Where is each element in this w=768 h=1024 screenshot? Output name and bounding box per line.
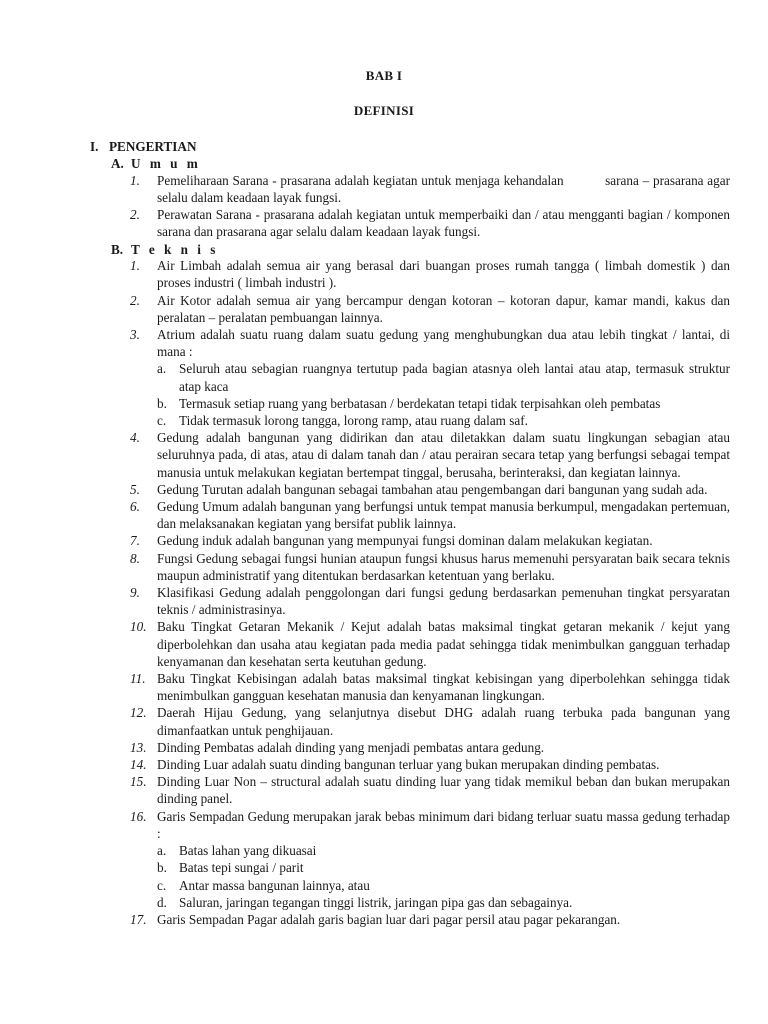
sub-list-text: Batas lahan yang dikuasai bbox=[179, 843, 317, 859]
sub-list-item bbox=[90, 859, 730, 876]
section-title: PENGERTIAN bbox=[109, 139, 197, 154]
list-item bbox=[90, 739, 730, 756]
sub-list-letter: c. bbox=[157, 413, 167, 429]
list-item bbox=[90, 481, 730, 498]
sub-list-letter: a. bbox=[157, 361, 167, 377]
subsection-title: U m u m bbox=[131, 156, 201, 172]
list-item bbox=[90, 206, 730, 240]
section-heading bbox=[90, 138, 730, 155]
sub-list-item bbox=[90, 395, 730, 412]
list-item-text: Klasifikasi Gedung adalah penggolongan dari fungsi gedung berdasarkan pemenuhan tingkat persyaratan teknis / administrasinya. bbox=[157, 585, 730, 618]
list-item-number: 4. bbox=[130, 430, 140, 446]
sub-list-item bbox=[90, 842, 730, 859]
list-item-number: 6. bbox=[130, 499, 140, 515]
list-item bbox=[90, 532, 730, 549]
list-item-text: Garis Sempadan Gedung merupakan jarak bebas minimum dari bidang terluar suatu massa gedung terhadap : bbox=[157, 808, 730, 841]
list-item-text: Garis Sempadan Pagar adalah garis bagian luar dari pagar persil atau pagar pekarangan. bbox=[157, 911, 621, 927]
sub-list-text: Seluruh atau sebagian ruangnya tertutup pada bagian atasnya oleh lantai atau atap, termasuk struktur atap kaca bbox=[179, 361, 730, 394]
list-item-text: Baku Tingkat Kebisingan adalah batas maksimal tingkat kebisingan yang diperbolehkan sehingga tidak menimbulkan gangguan kesehatan manusia dan kenyamanan lingkungan. bbox=[157, 671, 730, 704]
list-item-text: Pemeliharaan Sarana - prasarana adalah kegiatan untuk menjaga kehandalan sarana – prasarana agar selalu dalam keadaan layak fungsi. bbox=[157, 172, 730, 205]
list-item-text: Atrium adalah suatu ruang dalam suatu gedung yang menghubungkan dua atau lebih tingkat / lantai, di mana : bbox=[157, 327, 730, 360]
list-item-number: 16. bbox=[130, 808, 147, 824]
subsection-heading bbox=[90, 155, 730, 172]
list-item-number: 8. bbox=[130, 550, 140, 566]
list-item-number: 1. bbox=[130, 172, 140, 188]
list-item-text: Daerah Hijau Gedung, yang selanjutnya disebut DHG adalah ruang terbuka pada bangunan yang dimanfaatkan untuk penghijauan. bbox=[157, 705, 730, 738]
list-item bbox=[90, 172, 730, 206]
sub-list-letter: b. bbox=[157, 860, 167, 876]
list-item bbox=[90, 326, 730, 360]
section-numeral: I. bbox=[90, 139, 99, 154]
list-item-number: 15. bbox=[130, 774, 147, 790]
list-item-number: 17. bbox=[130, 911, 147, 927]
sub-list-item bbox=[90, 360, 730, 394]
document-body bbox=[90, 138, 730, 928]
list-item bbox=[90, 584, 730, 618]
list-item-text: Gedung adalah bangunan yang didirikan dan atau diletakkan dalam suatu lingkungan sebagian atau seluruhnya pada, di atas, atau di dalam tanah dan / atau perairan secara tetap yang berfungsi sebagai tempat manusia untuk melakukan kegiatan bertempat tinggal, berusaha, berinteraksi, dan kegiatan lainnya. bbox=[157, 430, 730, 480]
list-item bbox=[90, 550, 730, 584]
list-item bbox=[90, 773, 730, 807]
list-item-number: 1. bbox=[130, 258, 140, 274]
list-item bbox=[90, 808, 730, 842]
list-item bbox=[90, 257, 730, 291]
list-item-number: 3. bbox=[130, 327, 140, 342]
list-item bbox=[90, 756, 730, 773]
list-item bbox=[90, 618, 730, 670]
subsection-heading bbox=[90, 241, 730, 258]
list-item-number: 7. bbox=[130, 533, 140, 549]
list-item bbox=[90, 670, 730, 704]
list-item-text: Air Limbah adalah semua air yang berasal dari buangan proses rumah tangga ( limbah domestik ) dan proses industri ( limbah industri ). bbox=[157, 258, 730, 291]
list-item-text: Fungsi Gedung sebagai fungsi hunian ataupun fungsi khusus harus memenuhi persyaratan baik secara teknis maupun administratif yang ditentukan berdasarkan ketentuan yang berlaku. bbox=[157, 550, 730, 583]
list-item bbox=[90, 498, 730, 532]
sub-list-letter: c. bbox=[157, 877, 167, 893]
list-item-text: Gedung Turutan adalah bangunan sebagai tambahan atau pengembangan dari bangunan yang sudah ada. bbox=[157, 481, 708, 497]
list-item bbox=[90, 911, 730, 928]
sub-list-letter: b. bbox=[157, 395, 167, 411]
sub-list-letter: a. bbox=[157, 843, 167, 859]
sub-list-text: Termasuk setiap ruang yang berbatasan / berdekatan tetapi tidak terpisahkan oleh pembatas bbox=[179, 395, 661, 411]
list-item-number: 5. bbox=[130, 481, 140, 497]
list-item-text: Baku Tingkat Getaran Mekanik / Kejut adalah batas maksimal tingkat getaran mekanik / kejut yang diperbolehkan dan usaha atau kegiatan pada media padat sehingga tidak menimbulkan gangguan terhadap kenyamanan dan kesehatan serta keutuhan gedung. bbox=[157, 619, 730, 669]
list-item-text: Dinding Luar adalah suatu dinding bangunan terluar yang bukan merupakan dinding pembatas. bbox=[157, 757, 660, 773]
sub-list-text: Saluran, jaringan tegangan tinggi listrik, jaringan pipa gas dan sebagainya. bbox=[179, 894, 573, 910]
list-item-text: Gedung induk adalah bangunan yang mempunyai fungsi dominan dalam melakukan kegiatan. bbox=[157, 533, 653, 549]
sub-list-text: Antar massa bangunan lainnya, atau bbox=[179, 877, 370, 893]
sub-list-text: Tidak termasuk lorong tangga, lorong ramp, atau ruang dalam saf. bbox=[179, 413, 528, 429]
list-item-number: 12. bbox=[130, 705, 147, 721]
list-item-number: 14. bbox=[130, 757, 147, 773]
sub-list-letter: d. bbox=[157, 894, 167, 910]
subsection-letter: B. bbox=[111, 241, 124, 257]
list-item-number: 2. bbox=[130, 292, 140, 308]
list-item bbox=[90, 704, 730, 738]
sub-list-item bbox=[90, 877, 730, 894]
list-item-number: 9. bbox=[130, 585, 140, 601]
list-item bbox=[90, 429, 730, 481]
list-item bbox=[90, 292, 730, 326]
sub-list-text: Batas tepi sungai / parit bbox=[179, 860, 304, 876]
subsection-title: T e k n i s bbox=[131, 241, 219, 257]
sub-list-item bbox=[90, 894, 730, 911]
chapter-title: DEFINISI bbox=[353, 103, 415, 118]
sub-list-item bbox=[90, 412, 730, 429]
subsection-letter: A. bbox=[111, 156, 124, 172]
list-item-number: 10. bbox=[130, 619, 147, 635]
list-item-number: 11. bbox=[130, 671, 146, 687]
chapter-heading: BAB I bbox=[365, 68, 403, 83]
list-item-number: 2. bbox=[130, 207, 140, 223]
subsection-list bbox=[90, 155, 730, 928]
list-item-text: Gedung Umum adalah bangunan yang berfungsi untuk tempat manusia berkumpul, mengadakan pertemuan, dan melaksanakan kegiatan yang bersifat publik lainnya. bbox=[157, 499, 730, 532]
list-item-text: Air Kotor adalah semua air yang bercampur dengan kotoran – kotoran dapur, kamar mandi, kakus dan peralatan – peralatan pembuangan lainnya. bbox=[157, 292, 730, 325]
list-item-text: Dinding Luar Non – structural adalah suatu dinding luar yang tidak memikul beban dan bukan merupakan dinding panel. bbox=[157, 774, 730, 807]
list-item-number: 13. bbox=[130, 739, 147, 755]
list-item-text: Dinding Pembatas adalah dinding yang menjadi pembatas antara gedung. bbox=[157, 739, 545, 755]
list-item-text: Perawatan Sarana - prasarana adalah kegiatan untuk memperbaiki dan / atau mengganti bagian / komponen sarana dan prasarana agar selalu dalam keadaan layak fungsi. bbox=[157, 207, 730, 240]
